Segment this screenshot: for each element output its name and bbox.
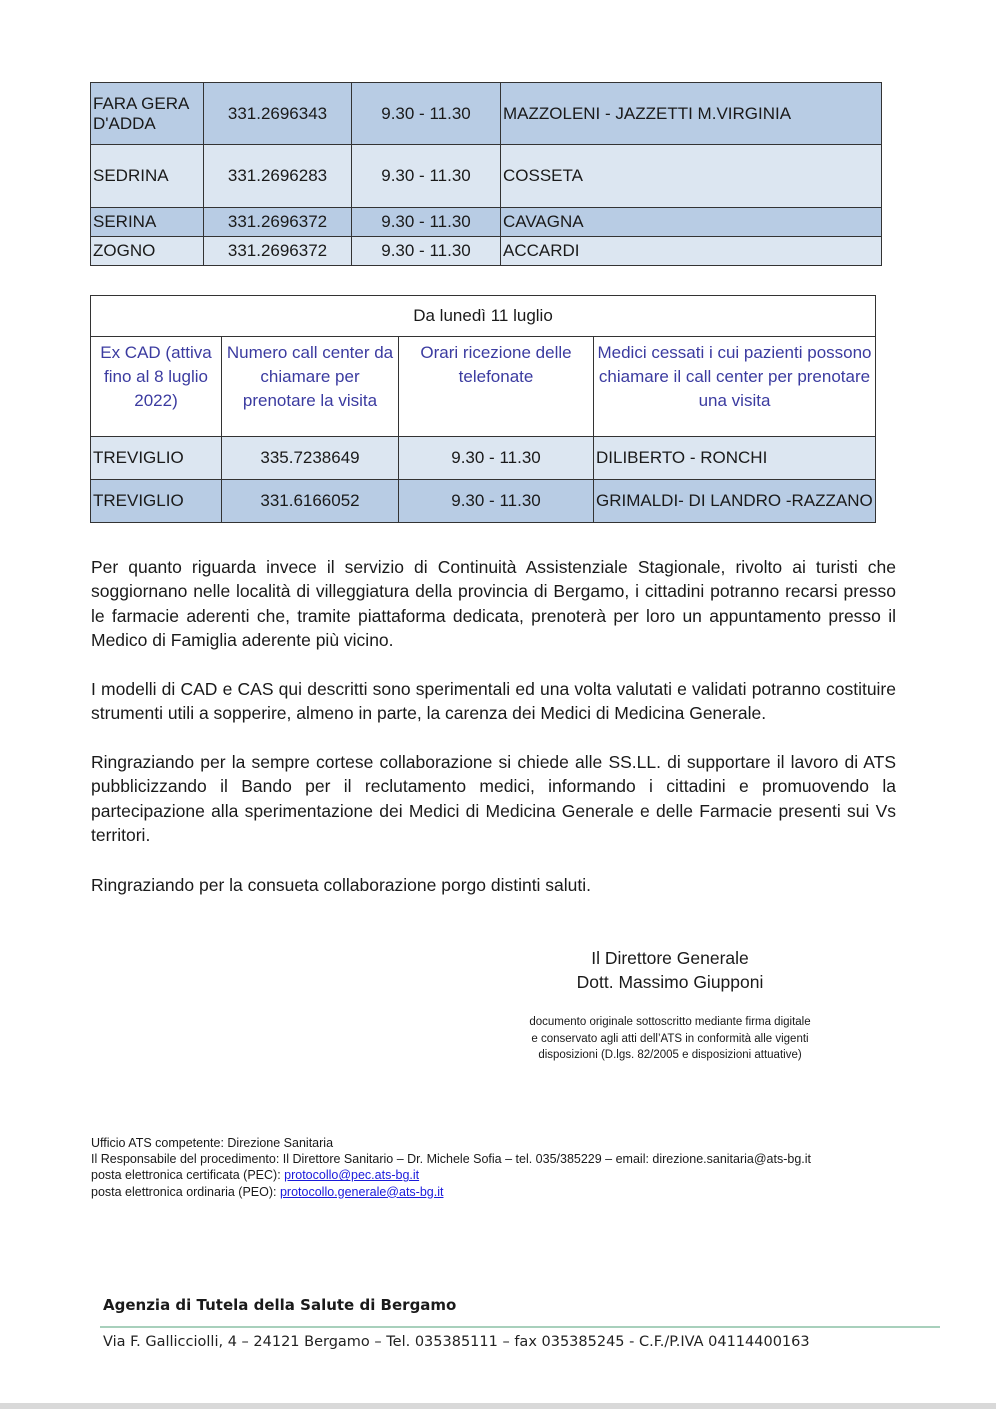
phone-cell: 331.2696372 [204,237,352,266]
doctors-cell: MAZZOLENI - JAZZETTI M.VIRGINIA [501,83,882,145]
signature-role: Il Direttore Generale [591,948,749,968]
table-row [91,237,882,266]
peo-line [91,1184,811,1200]
paragraph-closing: Ringraziando per la consueta collaborazione porgo distinti saluti. [91,875,592,895]
signature-name: Dott. Massimo Giupponi [576,972,764,992]
phone-cell: 331.2696283 [204,145,352,208]
table-row [91,83,882,145]
digital-signature-note [500,1014,840,1064]
header-call-center: Numero call center da chiamare per prenotare la visita [222,337,399,437]
paragraph-models: I modelli di CAD e CAS qui descritti sono sperimentali ed una volta valutati e validati potranno costituire strumenti utili a sopperire, almeno in parte, la carenza dei Medici di Medicina Generale. [91,679,896,724]
table-row [91,208,882,237]
paragraph-cas: Per quanto riguarda invece il servizio di Continuità Assistenziale Stagionale, rivolto ai turisti che soggiornano nelle località di villeggiatura della provincia di Bergamo, i cittadini potranno recarsi presso le farmacie aderenti che, tramite piattaforma dedicata, prenoterà per loro un appuntamento presso il Medico di Famiglia aderente più vicino. [91,557,896,650]
doctors-cell: ACCARDI [501,237,882,266]
hours-cell: 9.30 - 11.30 [352,208,501,237]
office-line: Ufficio ATS competente: Direzione Sanitaria [91,1136,334,1150]
call-center-table-1 [90,82,882,266]
note-line: documento originale sottoscritto mediante firma digitale [529,1016,811,1028]
hours-cell: 9.30 - 11.30 [352,83,501,145]
phone-cell: 331.2696343 [204,83,352,145]
location-cell: ZOGNO [91,237,204,266]
phone-cell: 335.7238649 [222,437,399,480]
agency-address: Via F. Gallicciolli, 4 – 24121 Bergamo – Tel. 035385111 – fax 035385245 - C.F./P.IVA 04114400163 [103,1334,810,1350]
header-ex-cad: Ex CAD (attiva fino al 8 luglio 2022) [91,337,222,437]
peo-link[interactable]: protocollo.generale@ats-bg.it [279,1184,444,1199]
doctors-cell: DILIBERTO - RONCHI [594,437,876,480]
call-center-table-2 [90,295,876,523]
agency-name: Agenzia di Tutela della Salute di Bergamo [103,1296,457,1314]
header-hours: Orari ricezione delle telefonate [399,337,594,437]
note-line: e conservato agli atti dell’ATS in conformità alle vigenti [531,1032,809,1045]
location-cell: TREVIGLIO [91,437,222,480]
responsible-line: Il Responsabile del procedimento: Il Direttore Sanitario – Dr. Michele Sofia – tel. 035/385229 – email: direzione.sanitaria@ats-bg.it [91,1152,812,1167]
table-row [91,437,876,480]
hours-cell: 9.30 - 11.30 [399,480,594,523]
location-cell: SERINA [91,208,204,237]
office-info [91,1135,811,1200]
hours-cell: 9.30 - 11.30 [352,145,501,208]
paragraph-request: Ringraziando per la sempre cortese collaborazione si chiede alle SS.LL. di supportare il lavoro di ATS pubblicizzando il Bando per il reclutamento medici, informando i cittadini e promuovendo la partecipazione alla sperimentazione dei Medici di Medicina Generale e delle Farmacie presenti sui Vs territori. [91,752,896,845]
hours-cell: 9.30 - 11.30 [399,437,594,480]
location-cell: TREVIGLIO [91,480,222,523]
table-row [91,480,876,523]
peo-label: posta elettronica ordinaria (PEO): [91,1184,280,1199]
table-title: Da lunedì 11 luglio [91,296,876,337]
location-cell: SEDRINA [91,145,204,208]
doctors-cell: CAVAGNA [501,208,882,237]
table-header-row [91,337,876,437]
phone-cell: 331.2696372 [204,208,352,237]
pec-label: posta elettronica certificata (PEC): [91,1168,285,1183]
pec-line [91,1167,811,1183]
note-line: disposizioni (D.lgs. 82/2005 e disposizioni attuative) [538,1049,802,1061]
header-doctors: Medici cessati i cui pazienti possono chiamare il call center per prenotare una visita [594,337,876,437]
doctors-cell: GRIMALDI- DI LANDRO -RAZZANO [594,480,876,523]
hours-cell: 9.30 - 11.30 [352,237,501,266]
doctors-cell: COSSETA [501,145,882,208]
page-edge [0,1403,996,1409]
table-row [91,145,882,208]
phone-cell: 331.6166052 [222,480,399,523]
location-cell: FARA GERA D'ADDA [91,83,204,145]
table-title-row [91,296,876,337]
pec-link[interactable]: protocollo@pec.ats-bg.it [284,1168,420,1183]
footer-divider [100,1326,940,1328]
